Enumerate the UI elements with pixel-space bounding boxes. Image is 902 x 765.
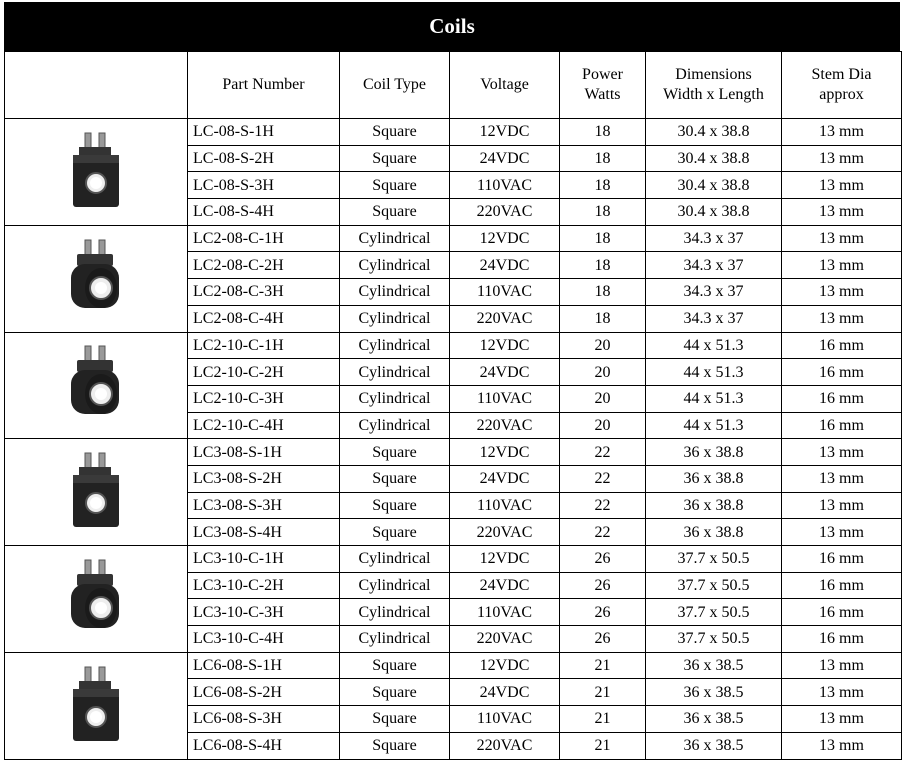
stem-dia-cell: 13 mm (782, 225, 902, 252)
voltage-cell: 12VDC (450, 225, 560, 252)
part-number-cell: LC6-08-S-1H (188, 652, 340, 679)
coil-type-cell: Cylindrical (340, 572, 450, 599)
coil-type-cell: Cylindrical (340, 279, 450, 306)
coil-type-cell: Square (340, 492, 450, 519)
power-header-line2: Watts (584, 86, 621, 103)
power-watts-cell: 26 (560, 572, 646, 599)
coil-type-cell: Cylindrical (340, 546, 450, 573)
stem-dia-cell: 16 mm (782, 359, 902, 386)
coil-type-cell: Cylindrical (340, 332, 450, 359)
stem-dia-cell: 16 mm (782, 385, 902, 412)
part-number-cell: LC-08-S-2H (188, 145, 340, 172)
stem-header-line2: approx (819, 86, 864, 103)
stem-dia-cell: 13 mm (782, 732, 902, 759)
stem-dia-cell: 16 mm (782, 546, 902, 573)
dimensions-cell: 30.4 x 38.8 (646, 172, 782, 199)
part-number-cell: LC3-08-S-3H (188, 492, 340, 519)
coil-type-cell: Cylindrical (340, 385, 450, 412)
voltage-header: Voltage (450, 52, 560, 119)
table-row (5, 332, 902, 359)
coil-type-cell: Cylindrical (340, 252, 450, 279)
dimensions-cell: 37.7 x 50.5 (646, 626, 782, 653)
power-watts-cell: 18 (560, 279, 646, 306)
coil-type-cell: Square (340, 732, 450, 759)
dimensions-cell: 30.4 x 38.8 (646, 119, 782, 146)
part-number-cell: LC2-10-C-1H (188, 332, 340, 359)
dimensions-cell: 44 x 51.3 (646, 385, 782, 412)
part-number-cell: LC2-08-C-3H (188, 279, 340, 306)
power-watts-cell: 22 (560, 492, 646, 519)
header-row (5, 52, 902, 119)
part-number-cell: LC2-10-C-4H (188, 412, 340, 439)
stem-dia-cell: 13 mm (782, 119, 902, 146)
power-watts-cell: 18 (560, 172, 646, 199)
dimensions-cell: 44 x 51.3 (646, 332, 782, 359)
part-number-cell: LC-08-S-4H (188, 199, 340, 226)
cylindrical-coil-icon (5, 236, 187, 322)
stem-header-line1: Stem Dia (811, 66, 872, 83)
stem-dia-cell: 13 mm (782, 305, 902, 332)
page-title: Coils (4, 2, 900, 51)
coil-image-cell (5, 546, 188, 653)
table-row (5, 119, 902, 146)
table-row (5, 225, 902, 252)
dimensions-cell: 30.4 x 38.8 (646, 145, 782, 172)
coil-image-cell (5, 225, 188, 332)
coil-type-cell: Square (340, 519, 450, 546)
dimensions-cell: 37.7 x 50.5 (646, 546, 782, 573)
dimensions-cell: 34.3 x 37 (646, 305, 782, 332)
dimensions-header (646, 52, 782, 119)
power-watts-cell: 18 (560, 305, 646, 332)
power-header (560, 52, 646, 119)
power-watts-cell: 26 (560, 599, 646, 626)
dimensions-cell: 36 x 38.8 (646, 492, 782, 519)
coil-type-cell: Cylindrical (340, 305, 450, 332)
dimensions-cell: 34.3 x 37 (646, 225, 782, 252)
voltage-cell: 12VDC (450, 119, 560, 146)
voltage-cell: 220VAC (450, 626, 560, 653)
coil-type-cell: Cylindrical (340, 599, 450, 626)
part-number-cell: LC6-08-S-4H (188, 732, 340, 759)
power-watts-cell: 22 (560, 465, 646, 492)
part-number-cell: LC-08-S-3H (188, 172, 340, 199)
stem-dia-cell: 13 mm (782, 172, 902, 199)
stem-dia-cell: 16 mm (782, 626, 902, 653)
voltage-cell: 110VAC (450, 279, 560, 306)
coil-image-cell (5, 652, 188, 759)
voltage-cell: 12VDC (450, 546, 560, 573)
coil-type-header: Coil Type (340, 52, 450, 119)
voltage-cell: 220VAC (450, 412, 560, 439)
voltage-cell: 110VAC (450, 599, 560, 626)
voltage-cell: 24VDC (450, 252, 560, 279)
dimensions-cell: 37.7 x 50.5 (646, 572, 782, 599)
power-watts-cell: 26 (560, 546, 646, 573)
voltage-cell: 24VDC (450, 359, 560, 386)
part-number-cell: LC3-08-S-1H (188, 439, 340, 466)
stem-dia-cell: 16 mm (782, 332, 902, 359)
voltage-cell: 220VAC (450, 199, 560, 226)
power-watts-cell: 18 (560, 199, 646, 226)
voltage-cell: 12VDC (450, 439, 560, 466)
stem-dia-cell: 13 mm (782, 492, 902, 519)
part-number-cell: LC3-10-C-4H (188, 626, 340, 653)
dimensions-cell: 36 x 38.8 (646, 439, 782, 466)
part-number-cell: LC6-08-S-3H (188, 706, 340, 733)
voltage-cell: 24VDC (450, 145, 560, 172)
voltage-cell: 110VAC (450, 706, 560, 733)
coil-type-cell: Cylindrical (340, 359, 450, 386)
stem-dia-cell: 16 mm (782, 412, 902, 439)
coil-type-cell: Cylindrical (340, 225, 450, 252)
cylindrical-coil-icon (5, 342, 187, 428)
coil-type-cell: Square (340, 145, 450, 172)
coil-type-cell: Square (340, 652, 450, 679)
voltage-cell: 24VDC (450, 679, 560, 706)
coil-type-cell: Cylindrical (340, 626, 450, 653)
dimensions-cell: 36 x 38.5 (646, 732, 782, 759)
square-coil-icon (5, 663, 187, 749)
voltage-cell: 220VAC (450, 305, 560, 332)
power-watts-cell: 21 (560, 652, 646, 679)
dimensions-cell: 36 x 38.8 (646, 519, 782, 546)
part-number-cell: LC3-08-S-2H (188, 465, 340, 492)
dimensions-header-line2: Width x Length (663, 86, 764, 103)
power-watts-cell: 18 (560, 145, 646, 172)
table-row (5, 439, 902, 466)
stem-dia-cell: 13 mm (782, 252, 902, 279)
power-watts-cell: 20 (560, 385, 646, 412)
stem-dia-cell: 13 mm (782, 679, 902, 706)
part-number-cell: LC-08-S-1H (188, 119, 340, 146)
coil-type-cell: Square (340, 199, 450, 226)
part-number-cell: LC2-10-C-2H (188, 359, 340, 386)
dimensions-cell: 36 x 38.5 (646, 652, 782, 679)
dimensions-cell: 34.3 x 37 (646, 252, 782, 279)
dimensions-cell: 34.3 x 37 (646, 279, 782, 306)
dimensions-header-line1: Dimensions (675, 66, 752, 83)
power-watts-cell: 18 (560, 225, 646, 252)
part-number-cell: LC2-08-C-2H (188, 252, 340, 279)
part-number-cell: LC3-10-C-1H (188, 546, 340, 573)
voltage-cell: 220VAC (450, 519, 560, 546)
power-watts-cell: 21 (560, 732, 646, 759)
stem-dia-cell: 13 mm (782, 145, 902, 172)
stem-dia-header (782, 52, 902, 119)
square-coil-icon (5, 449, 187, 535)
coil-type-cell: Square (340, 119, 450, 146)
stem-dia-cell: 16 mm (782, 599, 902, 626)
table-row (5, 652, 902, 679)
power-watts-cell: 22 (560, 519, 646, 546)
voltage-cell: 12VDC (450, 332, 560, 359)
dimensions-cell: 30.4 x 38.8 (646, 199, 782, 226)
stem-dia-cell: 16 mm (782, 572, 902, 599)
voltage-cell: 110VAC (450, 172, 560, 199)
power-watts-cell: 22 (560, 439, 646, 466)
power-watts-cell: 20 (560, 359, 646, 386)
coil-type-cell: Square (340, 706, 450, 733)
square-coil-icon (5, 129, 187, 215)
table-row (5, 546, 902, 573)
power-watts-cell: 20 (560, 332, 646, 359)
coil-image-cell (5, 332, 188, 439)
cylindrical-coil-icon (5, 556, 187, 642)
image-header-cell (5, 52, 188, 119)
power-watts-cell: 26 (560, 626, 646, 653)
part-number-cell: LC3-08-S-4H (188, 519, 340, 546)
coil-type-cell: Cylindrical (340, 412, 450, 439)
stem-dia-cell: 13 mm (782, 199, 902, 226)
coil-type-cell: Square (340, 679, 450, 706)
coil-image-cell (5, 439, 188, 546)
coil-type-cell: Square (340, 465, 450, 492)
power-watts-cell: 18 (560, 119, 646, 146)
part-number-cell: LC2-08-C-1H (188, 225, 340, 252)
dimensions-cell: 37.7 x 50.5 (646, 599, 782, 626)
voltage-cell: 220VAC (450, 732, 560, 759)
voltage-cell: 24VDC (450, 465, 560, 492)
coil-type-cell: Square (340, 172, 450, 199)
voltage-cell: 110VAC (450, 385, 560, 412)
stem-dia-cell: 13 mm (782, 519, 902, 546)
dimensions-cell: 44 x 51.3 (646, 412, 782, 439)
stem-dia-cell: 13 mm (782, 652, 902, 679)
part-number-cell: LC3-10-C-3H (188, 599, 340, 626)
power-header-line1: Power (582, 66, 623, 83)
stem-dia-cell: 13 mm (782, 465, 902, 492)
part-number-cell: LC3-10-C-2H (188, 572, 340, 599)
voltage-cell: 12VDC (450, 652, 560, 679)
dimensions-cell: 36 x 38.5 (646, 706, 782, 733)
stem-dia-cell: 13 mm (782, 706, 902, 733)
dimensions-cell: 44 x 51.3 (646, 359, 782, 386)
part-number-cell: LC6-08-S-2H (188, 679, 340, 706)
power-watts-cell: 21 (560, 679, 646, 706)
stem-dia-cell: 13 mm (782, 439, 902, 466)
dimensions-cell: 36 x 38.5 (646, 679, 782, 706)
power-watts-cell: 21 (560, 706, 646, 733)
coils-table (4, 51, 902, 760)
part-number-header: Part Number (188, 52, 340, 119)
coil-type-cell: Square (340, 439, 450, 466)
part-number-cell: LC2-10-C-3H (188, 385, 340, 412)
power-watts-cell: 20 (560, 412, 646, 439)
power-watts-cell: 18 (560, 252, 646, 279)
part-number-cell: LC2-08-C-4H (188, 305, 340, 332)
stem-dia-cell: 13 mm (782, 279, 902, 306)
dimensions-cell: 36 x 38.8 (646, 465, 782, 492)
coils-table-body (5, 119, 902, 760)
coil-image-cell (5, 119, 188, 226)
voltage-cell: 110VAC (450, 492, 560, 519)
voltage-cell: 24VDC (450, 572, 560, 599)
